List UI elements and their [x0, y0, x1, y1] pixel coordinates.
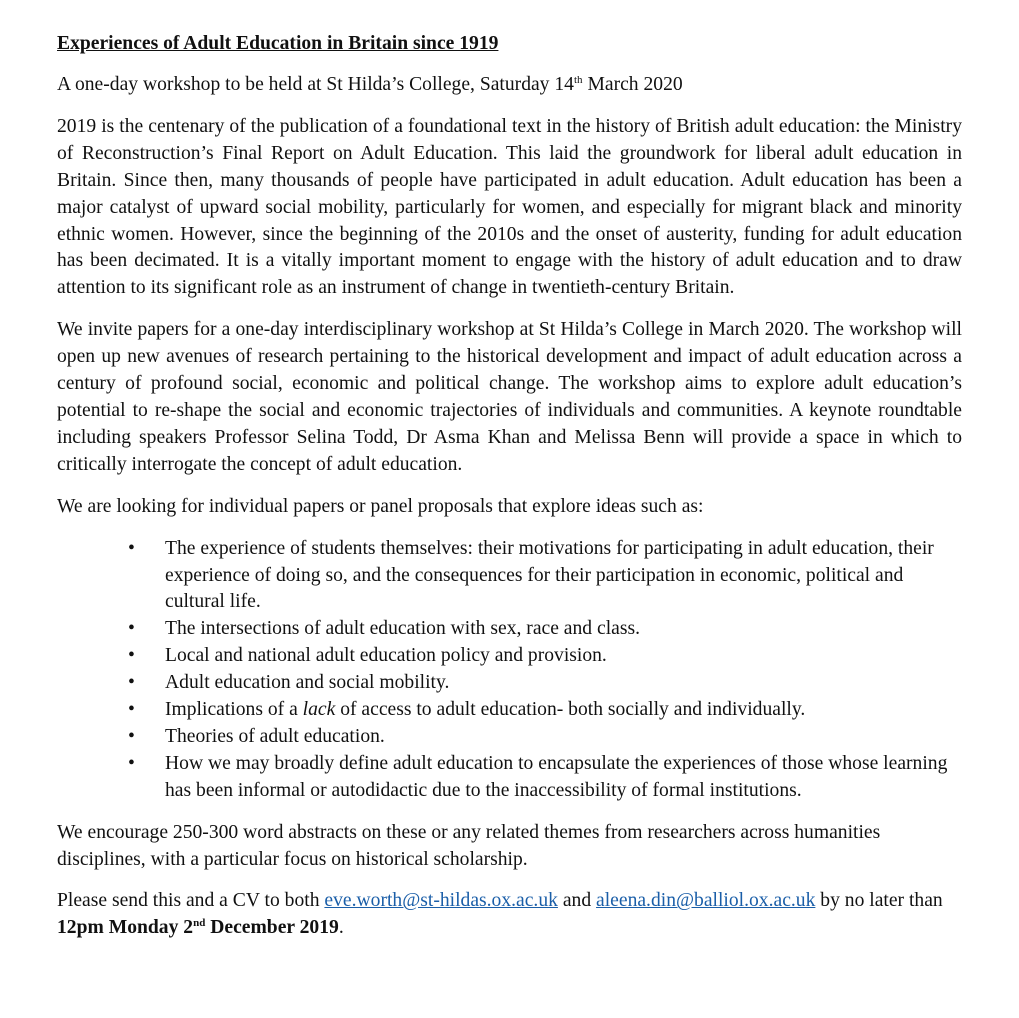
list-item: [128, 697, 962, 724]
list-item-text: How we may broadly define adult education to encapsulate the experiences of those whose learning has been informal or autodidactic due to the inaccessibility of formal institutions.: [165, 752, 948, 801]
contact-period: .: [338, 917, 344, 939]
list-item-text: The experience of students themselves: their motivations for participating in adult education, their experience of doing so, and the consequences for their participation in economic, political and cultural life.: [165, 537, 934, 613]
list-item: [128, 670, 962, 697]
contact-deadline-intro: by no later than: [815, 890, 943, 912]
list-item: [128, 751, 962, 805]
deadline-month-year: December 2019: [205, 917, 339, 939]
list-item-text: Theories of adult education.: [165, 725, 385, 747]
contact-text: Please send this and a CV to both: [57, 890, 325, 912]
list-item-emphasis: lack: [302, 699, 336, 721]
paragraph-looking-for: We are looking for individual papers or panel proposals that explore ideas such as:: [57, 495, 704, 517]
bullet-icon: •: [128, 672, 135, 694]
bullet-icon: •: [128, 618, 135, 640]
list-item-text: The intersections of adult education with sex, race and class.: [165, 618, 640, 640]
deadline-date-suffix: nd: [193, 917, 206, 930]
bullet-icon: •: [128, 537, 135, 559]
deadline-text: 12pm Monday 2: [57, 917, 194, 939]
workshop-subtitle: [57, 72, 962, 99]
list-item-text-after: of access to adult education- both socially and individually.: [335, 699, 806, 721]
subtitle-text: A one-day workshop to be held at St Hilda’s College, Saturday 14: [57, 74, 574, 95]
list-item: [128, 724, 962, 751]
paragraph-contact: [57, 888, 962, 942]
deadline-date: [57, 917, 339, 938]
paragraph-centenary: 2019 is the centenary of the publication of a foundational text in the history of British adult education: the Ministry of Reconstruction’s Final Report on Adult Education. This laid the groundwork for liberal adult education in Britain. Since then, many thousands of people have participated in adult education. Adult education has been a major catalyst of upward social mobility, particularly for women, and especially for migrant black and minority ethnic women. However, since the beginning of the 2010s and the onset of austerity, funding for adult education has been decimated. It is a vitally important moment to engage with the history of adult education and to draw attention to its significant role as an instrument of change in twentieth-century Britain.: [57, 115, 962, 299]
document-title: Experiences of Adult Education in Britain since 1919: [57, 33, 499, 54]
list-item-text-before: Implications of a: [165, 699, 303, 721]
email-link-aleena-din[interactable]: aleena.din@balliol.ox.ac.uk: [596, 890, 816, 912]
paragraph-invite: We invite papers for a one-day interdisciplinary workshop at St Hilda’s College in March 2020. The workshop will open up new avenues of research pertaining to the historical development and impact of adult education across a century of profound social, economic and political change. The workshop aims to explore adult education’s potential to re-shape the social and economic trajectories of individuals and communities. A keynote roundtable including speakers Professor Selina Todd, Dr Asma Khan and Melissa Benn will provide a space in which to critically interrogate the concept of adult education.: [57, 319, 962, 475]
bullet-icon: •: [128, 752, 135, 774]
subtitle-month-year: March 2020: [582, 74, 683, 95]
bullet-icon: •: [128, 645, 135, 667]
ideas-list: [57, 536, 962, 805]
subtitle-date-suffix: th: [573, 74, 583, 86]
document-page: [57, 30, 962, 942]
contact-and: and: [557, 890, 597, 912]
bullet-icon: •: [128, 699, 135, 721]
list-item-text: Adult education and social mobility.: [165, 672, 450, 694]
list-item: [128, 536, 962, 617]
paragraph-encourage: We encourage 250-300 word abstracts on these or any related themes from researchers across humanities disciplines, with a particular focus on historical scholarship.: [57, 821, 881, 870]
list-item: [128, 643, 962, 670]
bullet-icon: •: [128, 725, 135, 747]
email-link-eve-worth[interactable]: eve.worth@st-hildas.ox.ac.uk: [324, 890, 558, 912]
list-item-text: Local and national adult education policy and provision.: [165, 645, 607, 667]
list-item: [128, 616, 962, 643]
